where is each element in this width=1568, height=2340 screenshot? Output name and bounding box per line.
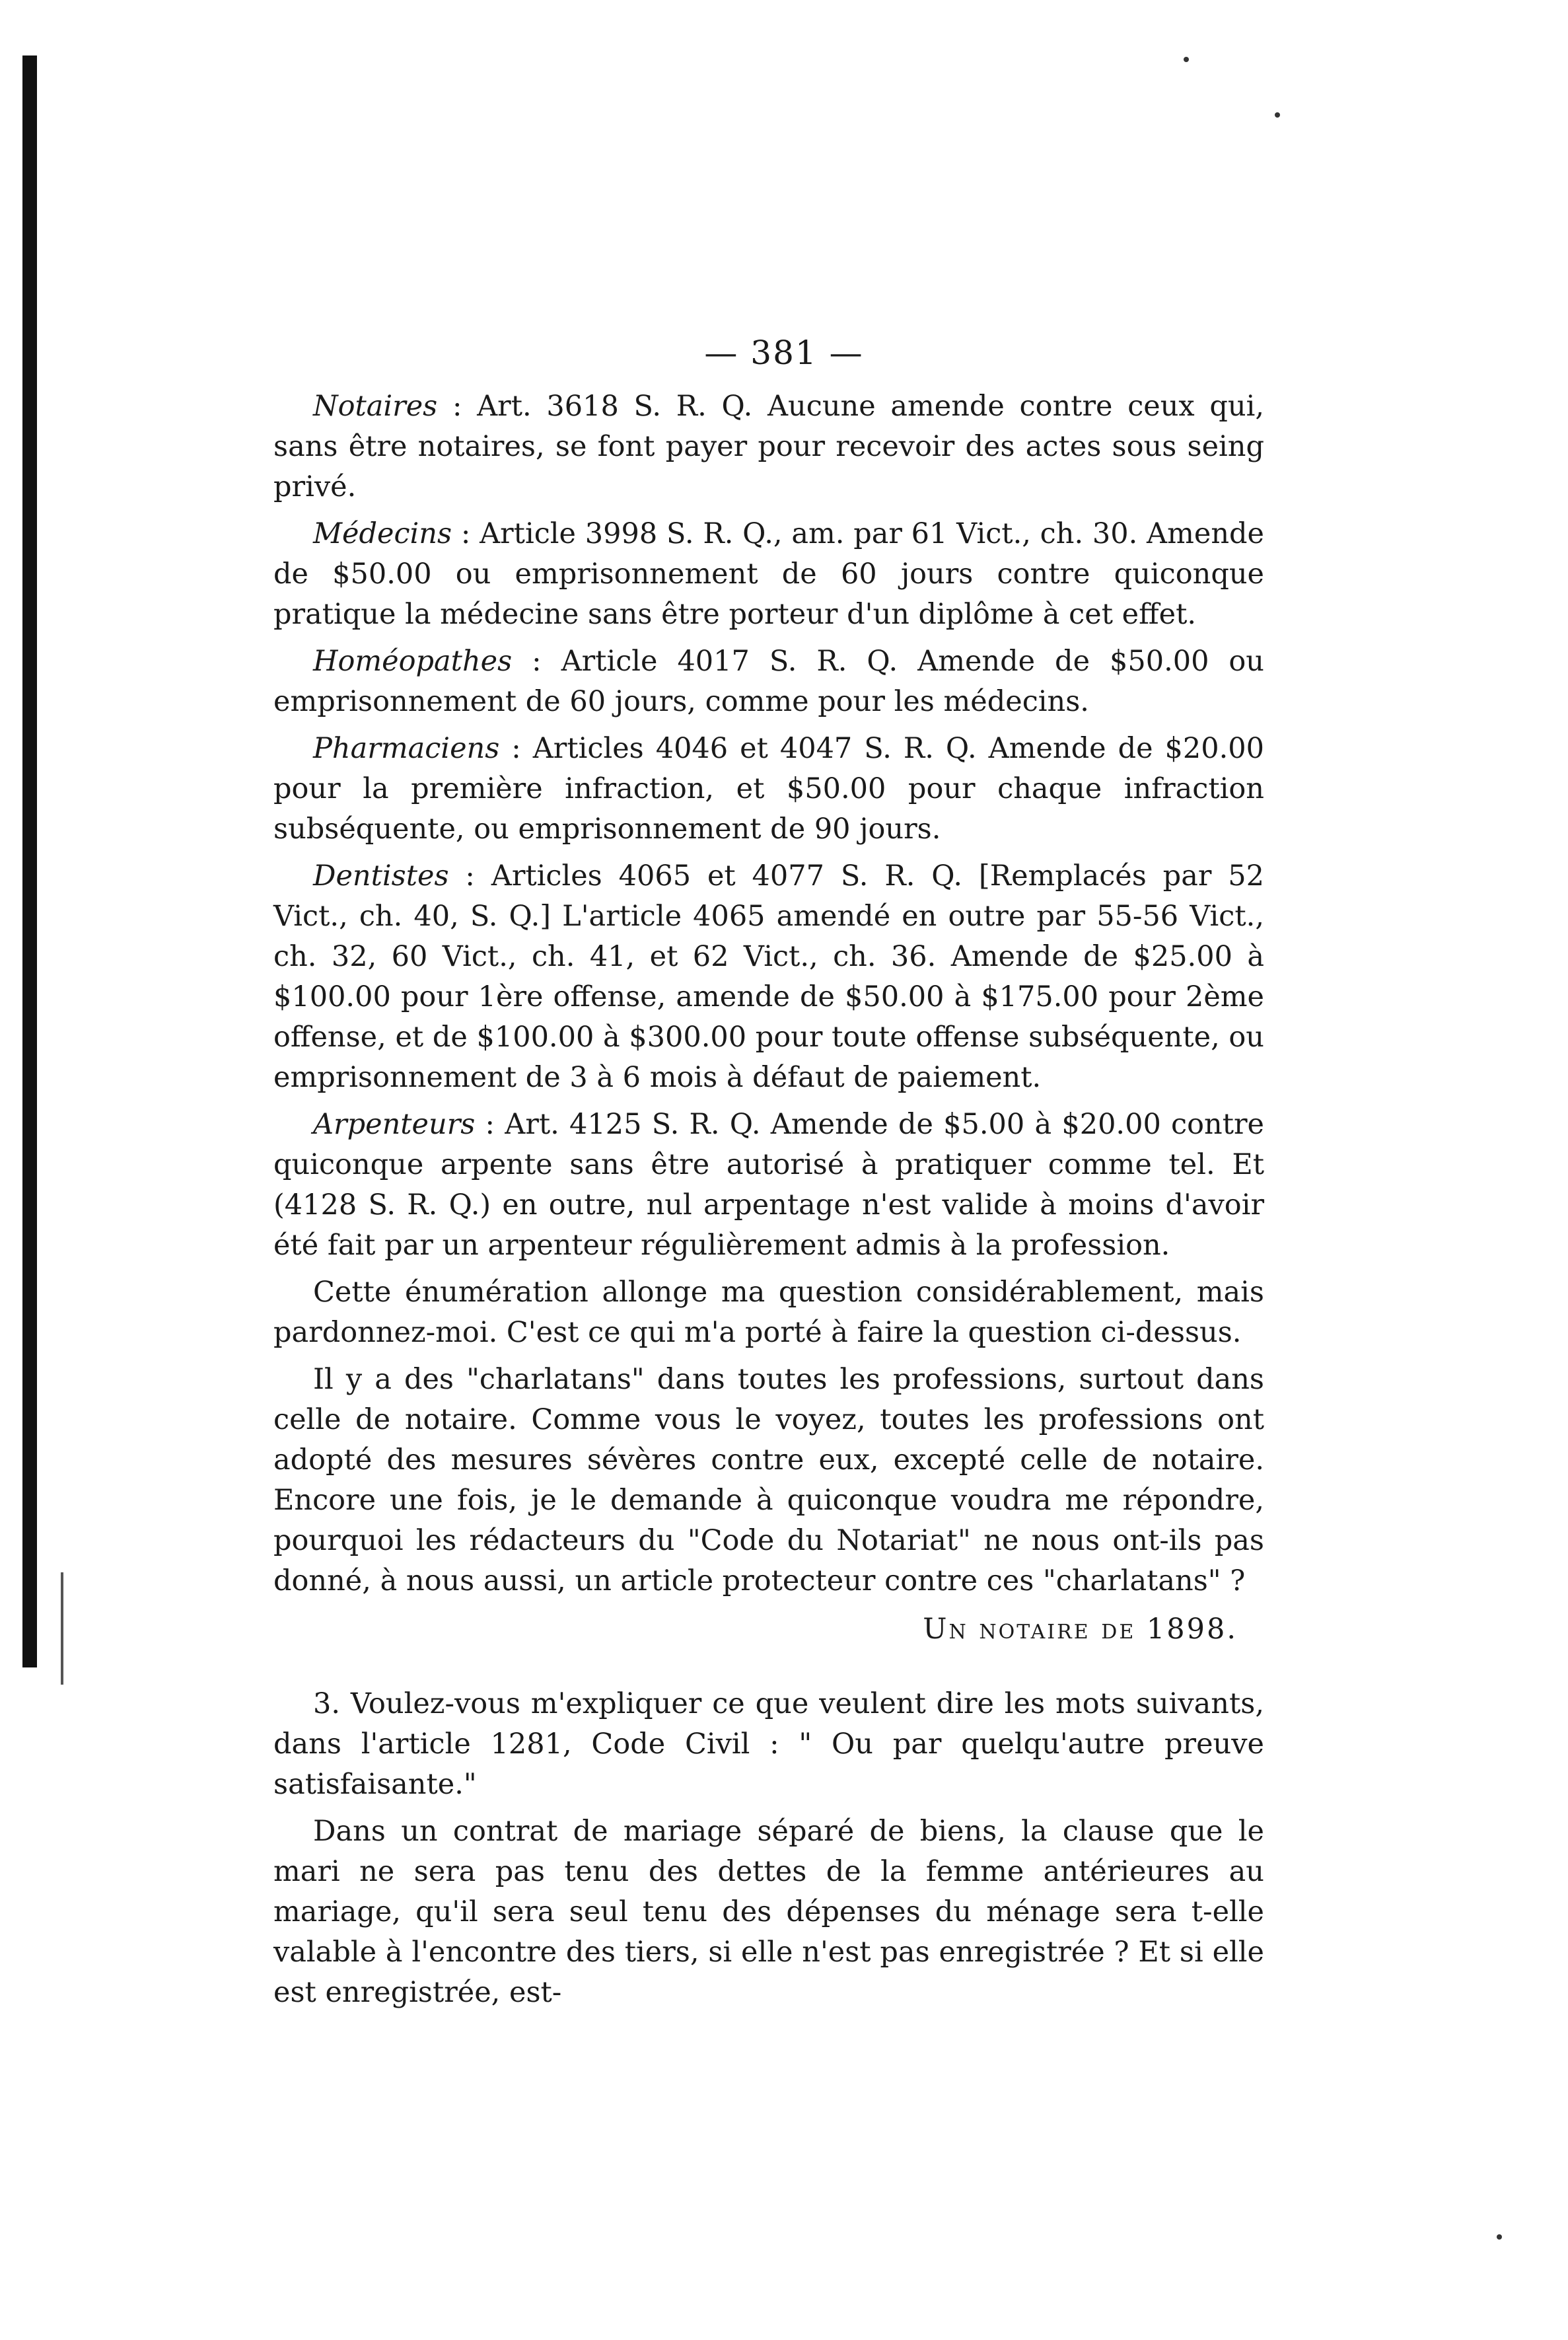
law-term: Pharmaciens xyxy=(313,732,500,765)
page-number: — 381 — xyxy=(704,334,864,372)
law-term: Dentistes xyxy=(313,859,449,893)
print-speck xyxy=(1497,2234,1502,2240)
binding-edge xyxy=(22,55,37,1667)
law-dentistes xyxy=(273,856,1264,1098)
law-pharmaciens xyxy=(273,729,1264,850)
law-term: Homéopathes xyxy=(313,645,513,678)
signature: Un notaire de 1898. xyxy=(923,1613,1238,1646)
law-text: : Article 3998 S. R. Q., am. par 61 Vict., ch. 30. Amende de $50.00 ou emprisonnement de 60 jours contre quiconque pratique la médecine sans être porteur d'un diplôme à cet effet. xyxy=(273,517,1264,631)
law-medecins xyxy=(273,514,1264,635)
question-paragraph: 3. Voulez-vous m'expliquer ce que veulent dire les mots suivants, dans l'article 1281, Code Civil : " Ou par quelqu'autre preuve satisfaisante." xyxy=(273,1687,1264,1801)
law-homeopathes xyxy=(273,641,1264,722)
law-text: : Articles 4046 et 4047 S. R. Q. Amende de $20.00 pour la première infraction, et $50.00 pour chaque infraction subséquente, ou emprisonnement de 90 jours. xyxy=(273,732,1264,846)
law-arpenteurs xyxy=(273,1105,1264,1266)
law-term: Arpenteurs xyxy=(313,1108,476,1141)
law-notaires xyxy=(273,386,1264,507)
closing-paragraph: Cette énumération allonge ma question considérablement, mais pardonnez-moi. C'est ce qui m'a porté à faire la question ci-dessus. xyxy=(273,1276,1264,1349)
question-paragraph: Dans un contrat de mariage séparé de biens, la clause que le mari ne sera pas tenu des dettes de la femme antérieures au mariage, qu'il sera seul tenu des dépenses du ménage sera t-elle valable à l'encontre des tiers, si elle n'est pas enregistrée ? Et si elle est enregistrée, est- xyxy=(273,1815,1264,2009)
print-speck xyxy=(1184,57,1189,62)
law-text: : Art. 3618 S. R. Q. Aucune amende contre ceux qui, sans être notaires, se font payer pour recevoir des actes sous seing privé. xyxy=(273,390,1264,503)
law-text: : Art. 4125 S. R. Q. Amende de $5.00 à $20.00 contre quiconque arpente sans être autorisé à pratiquer comme tel. Et (4128 S. R. Q.) en outre, nul arpentage n'est valide à moins d'avoir été fait par un arpenteur régulièrement admis à la profession. xyxy=(273,1108,1264,1262)
print-speck xyxy=(1275,112,1280,118)
law-term: Médecins xyxy=(313,517,452,550)
page-body xyxy=(273,386,1264,2020)
law-text: : Articles 4065 et 4077 S. R. Q. [Remplacés par 52 Vict., ch. 40, S. Q.] L'article 4065 amendé en outre par 55-56 Vict., ch. 32, 60 Vict., ch. 41, et 62 Vict., ch. 36. Amende de $25.00 à $100.00 pour 1ère offense, amende de $50.00 à $175.00 pour 2ème offense, et de $100.00 à $300.00 pour toute offense subséquente, ou emprisonnement de 3 à 6 mois à défaut de paiement. xyxy=(273,859,1264,1094)
law-text: : Article 4017 S. R. Q. Amende de $50.00 ou emprisonnement de 60 jours, comme pour les médecins. xyxy=(273,645,1264,718)
closing-paragraph: Il y a des "charlatans" dans toutes les professions, surtout dans celle de notaire. Comme vous le voyez, toutes les professions ont adopté des mesures sévères contre eux, excepté celle de notaire. Encore une fois, je le demande à quiconque voudra me répondre, pourquoi les rédacteurs du "Code du Notariat" ne nous ont-ils pas donné, à nous aussi, un article protecteur contre ces "charlatans" ? xyxy=(273,1363,1264,1597)
law-term: Notaires xyxy=(313,390,438,423)
binding-edge-mark xyxy=(61,1572,63,1685)
